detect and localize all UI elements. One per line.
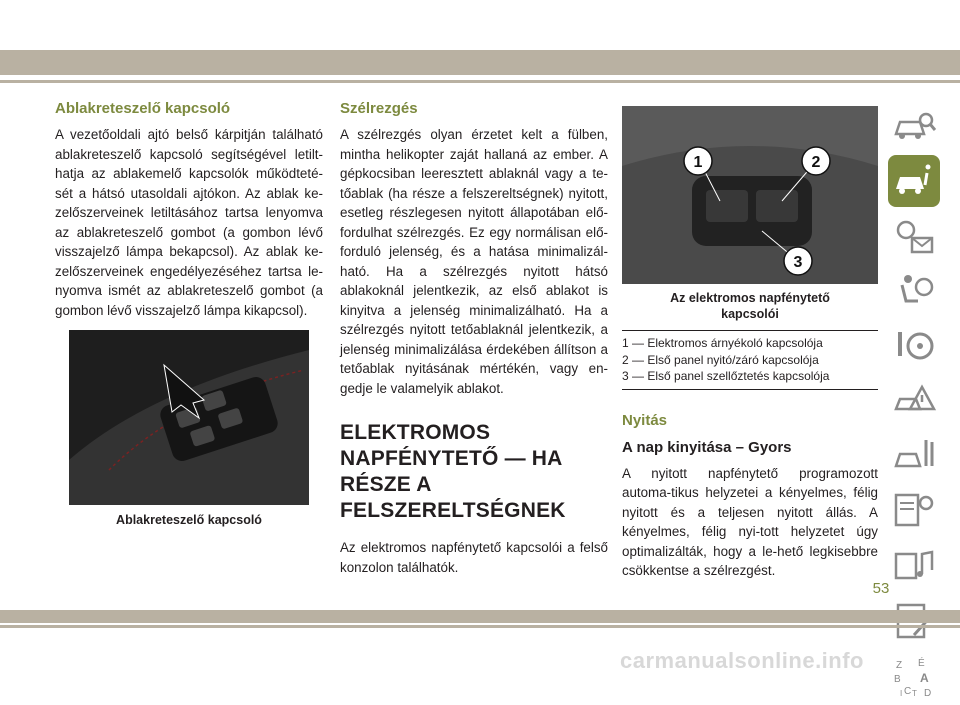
svg-text:Z: Z: [896, 660, 903, 671]
tab-servicing[interactable]: [888, 430, 940, 482]
section-title-buffeting: Szélrezgés: [340, 100, 418, 117]
svg-text:C: C: [904, 686, 912, 697]
tab-index[interactable]: [888, 650, 940, 702]
car-search-icon: [892, 106, 936, 146]
sunroof-intro: Az elektromos napfénytető kapcsolói a felső konzolon találhatók.: [340, 540, 608, 575]
top-margin: [0, 0, 960, 50]
airbag-seat-icon: [892, 271, 936, 311]
tab-technical-specs[interactable]: [888, 485, 940, 537]
caption-line: Az elektromos napfénytető: [670, 291, 830, 305]
svg-text:T: T: [912, 689, 917, 698]
chapter-title-line: ELEKTROMOS: [340, 421, 491, 444]
media-note-icon: [892, 546, 936, 586]
tab-safety[interactable]: [888, 265, 940, 317]
subsection-title-express-open: A nap kinyitása – Gyors: [622, 438, 792, 456]
car-info-icon: [892, 161, 936, 201]
window-lock-caption: Ablakreteszelő kapcsoló: [116, 513, 262, 527]
svg-text:B: B: [894, 674, 901, 685]
bottom-band: [0, 610, 960, 623]
buffeting-paragraph: A szélrezgés olyan érzetet kelt a fülben, mintha helikopter zaját hallaná az ember. A gépkocsiban leeresztett ablaknál vagy a te-tőablak (ha része a felszereltségnek) nyitott, esetleg részlegesen nyitott állapotában elő-fordulhat szélrezgés. Ez egy normálisan elő-forduló jelenség, és a hatása minimalizál-ható. Ha a szélrezgés nyitott hátsó ablakoknál jelentkezik, az első ablakot is kinyitva a jelenség minimalizálható. Ha a szélrezgés nyitott tetőablaknál jelentkezik, a jelenség minimalizálása érdekében állítson a tetőablak nyitásának mértékén, vagy en-gedje le valamelyik ablakot.: [340, 127, 608, 396]
svg-text:A: A: [920, 671, 929, 685]
chapter-title-line: FELSZERELTSÉGNEK: [340, 499, 566, 522]
top-rule: [0, 80, 960, 83]
page-number: 53: [872, 580, 890, 597]
callout-3: 3: [793, 254, 803, 271]
tab-emergency[interactable]: [888, 375, 940, 427]
legend-item: 1 — Elektromos árnyékoló kapcsolója: [622, 336, 823, 350]
column-3: [622, 100, 878, 581]
svg-text:D: D: [924, 688, 932, 699]
legend-item: 2 — Első panel nyitó/záró kapcsolója: [622, 352, 819, 367]
legend-item: 3 — Első panel szellőztetés kapcsolója: [622, 369, 830, 383]
tab-controls-active[interactable]: [888, 155, 940, 207]
caption-line: kapcsolói: [721, 307, 779, 321]
callout-1: 1: [693, 154, 703, 171]
steering-wheel-icon: [892, 326, 936, 366]
express-open-paragraph: A nyitott napfénytető programozott automa-tikus helyzetei a kényelmes, félig nyitott és a teljesen nyitott állás. A kényelmes, félig nyi-tott helyzetet úgy optimalizálták, hogy a le-hető legkisebbre csökkentse a szélrezgést.: [622, 465, 878, 578]
sunroof-switches-caption: [622, 290, 878, 322]
window-lock-photo: [69, 330, 309, 505]
section-title-window-lock: Ablakreteszelő kapcsoló: [55, 100, 231, 117]
alphabet-index-icon: [892, 656, 936, 700]
bottom-rule: [0, 625, 960, 628]
chapter-title-sunroof: [340, 420, 608, 524]
svg-text:É: É: [918, 658, 925, 669]
svg-text:I: I: [900, 689, 903, 698]
car-warning-icon: [892, 381, 936, 421]
tab-starting-operating[interactable]: [888, 320, 940, 372]
window-lock-paragraph: A vezetőoldali ajtó belső kárpitján található ablakreteszelő kapcsoló segítségével letilt-hatja az ablakemelő kapcsolók működteté-sét a hátsó utasoldali ajtókon. Az ablak ke-zelőszerveinek letiltásához tartsa lenyomva az ablakreteszelő gombot (a gombon lévő visszajelző lámpa bekapcsol). Az ablak ke-zelőszerveinek engedélyezéséhez tartsa le-nyomva ismét az ablakreteszelő gombot (a gombon lévő visszajelző lámpa kikapcsol).: [55, 127, 323, 318]
top-band: [0, 50, 960, 75]
chapter-title-line: RÉSZE A: [340, 473, 432, 496]
chapter-title-line: NAPFÉNYTETŐ — HA: [340, 447, 563, 470]
watermark: carmanualsonline.info: [620, 648, 864, 673]
figure-legend: [622, 330, 878, 390]
sunroof-switches-photo: [622, 106, 878, 284]
tab-instrument-panel[interactable]: [888, 210, 940, 262]
column-2: [340, 100, 608, 577]
tab-getting-to-know-vehicle[interactable]: [888, 100, 940, 152]
service-list-icon: [892, 491, 936, 531]
car-tools-icon: [892, 436, 936, 476]
section-title-opening: Nyitás: [622, 411, 668, 429]
callout-2: 2: [811, 154, 821, 171]
column-1: [55, 100, 323, 527]
dashboard-warning-icon: [892, 216, 936, 256]
